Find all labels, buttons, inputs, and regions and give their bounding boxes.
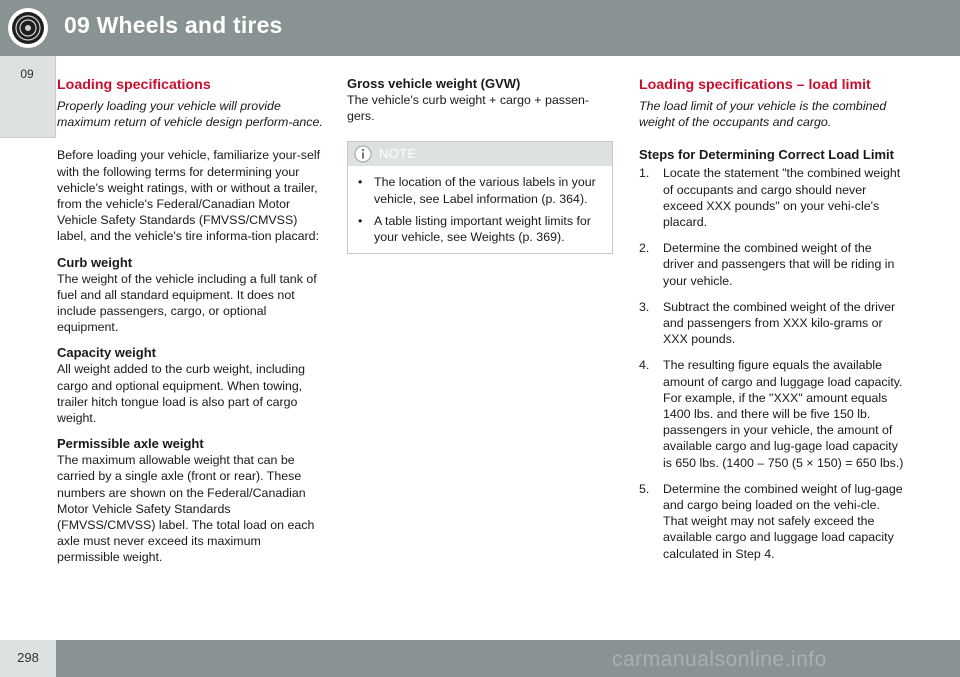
step-item — [639, 240, 905, 289]
term-text-permissible-axle-weight: The maximum allowable weight that can be carried by a single axle (front or rear). These numbers are shown on the Federal/Canadian Motor Vehicle Safety Standards (FMVSS/CMVSS) label. The total load on each axle must never exceed its maximum permissible weight. — [57, 453, 315, 565]
step-item — [639, 481, 905, 562]
section-heading-loading-specifications: Loading specifications — [57, 77, 211, 93]
note-title: NOTE — [379, 146, 417, 162]
note-item-text: The location of the various labels in your vehicle, see Label information (p. 364). — [374, 175, 596, 206]
steps-list — [639, 165, 905, 561]
term-text-curb-weight: The weight of the vehicle including a full tank of fuel and all standard equipment. It does not include passengers, cargo, or optional equipment. — [57, 271, 317, 335]
info-icon — [354, 145, 372, 163]
term-text-capacity-weight: All weight added to the curb weight, including cargo and optional equipment. When towing, trailer hitch tongue load is also part of cargo weight. — [57, 362, 305, 426]
step-item — [639, 299, 905, 348]
term-title-gvw: Gross vehicle weight (GVW) — [347, 76, 521, 91]
bullet-icon: • — [358, 175, 363, 190]
section-heading-load-limit: Loading specifications – load limit — [639, 77, 871, 93]
note-box — [347, 141, 613, 254]
wheel-icon — [0, 0, 56, 56]
column-1 — [57, 76, 323, 566]
header-icon-box — [0, 0, 56, 56]
section-intro: Properly loading your vehicle will provide maximum return of vehicle design perform-ance. — [57, 99, 323, 130]
step-item — [639, 357, 905, 470]
step-number: 2. — [639, 241, 650, 256]
step-number: 3. — [639, 299, 650, 314]
term-title-capacity-weight: Capacity weight — [57, 345, 156, 361]
step-text: Locate the statement "the combined weight of occupants and cargo should never exceed XXX pounds" on your vehi-cle's placard. — [663, 166, 901, 230]
subheading-steps: Steps for Determining Correct Load Limit — [639, 147, 894, 163]
step-text: Determine the combined weight of the driver and passengers that will be riding in your vehicle. — [663, 241, 895, 288]
body-paragraph: Before loading your vehicle, familiarize your-self with the following terms for determining your vehicle's weight ratings, with or without a trailer, from the vehicle's Federal/Canadian Motor Vehicle Safety Standards (FMVSS/CMVSS) label, and the vehicle's tire informa-tion placard: — [57, 148, 321, 244]
step-number: 1. — [639, 166, 650, 181]
bullet-icon: • — [358, 213, 363, 228]
note-body — [348, 166, 612, 253]
step-number: 4. — [639, 358, 650, 373]
step-text: Determine the combined weight of lug-gage and cargo being loaded on the vehi-cle. That weight may not safely exceed the available cargo and luggage load capacity calculated in Step 4. — [663, 481, 903, 561]
term-title-permissible-axle-weight: Permissible axle weight — [57, 436, 204, 452]
note-header — [348, 142, 612, 166]
term-title-curb-weight: Curb weight — [57, 254, 133, 270]
note-item — [358, 213, 602, 245]
column-2 — [347, 76, 613, 254]
chapter-tab-label: 09 — [20, 67, 34, 81]
step-item — [639, 165, 905, 230]
watermark-text: carmanualsonline.info — [612, 648, 827, 671]
column-3 — [639, 76, 905, 562]
note-item-text: A table listing important weight limits for your vehicle, see Weights (p. 369). — [374, 213, 591, 245]
page-number: 298 — [17, 650, 39, 665]
step-text: The resulting figure equals the available amount of cargo and luggage load capacity. For example, if the "XXX" amount equals 1400 lbs. and there will be five 150 lb. passengers in your vehicle, the amount of available cargo and lug-gage load capacity is 650 lbs. (1400 – 750 (5 × 150) = 650 lbs.) — [663, 358, 904, 470]
term-text-gvw: The vehicle's curb weight + cargo + passen-gers. — [347, 93, 590, 124]
page-title: 09 Wheels and tires — [64, 12, 283, 38]
note-item — [358, 174, 602, 206]
step-text: Subtract the combined weight of the driver and passengers from XXX kilo-grams or XXX pounds. — [663, 299, 896, 347]
chapter-tab — [0, 56, 56, 138]
step-number: 5. — [639, 481, 650, 496]
section-intro: The load limit of your vehicle is the combined weight of the occupants and cargo. — [639, 99, 887, 130]
